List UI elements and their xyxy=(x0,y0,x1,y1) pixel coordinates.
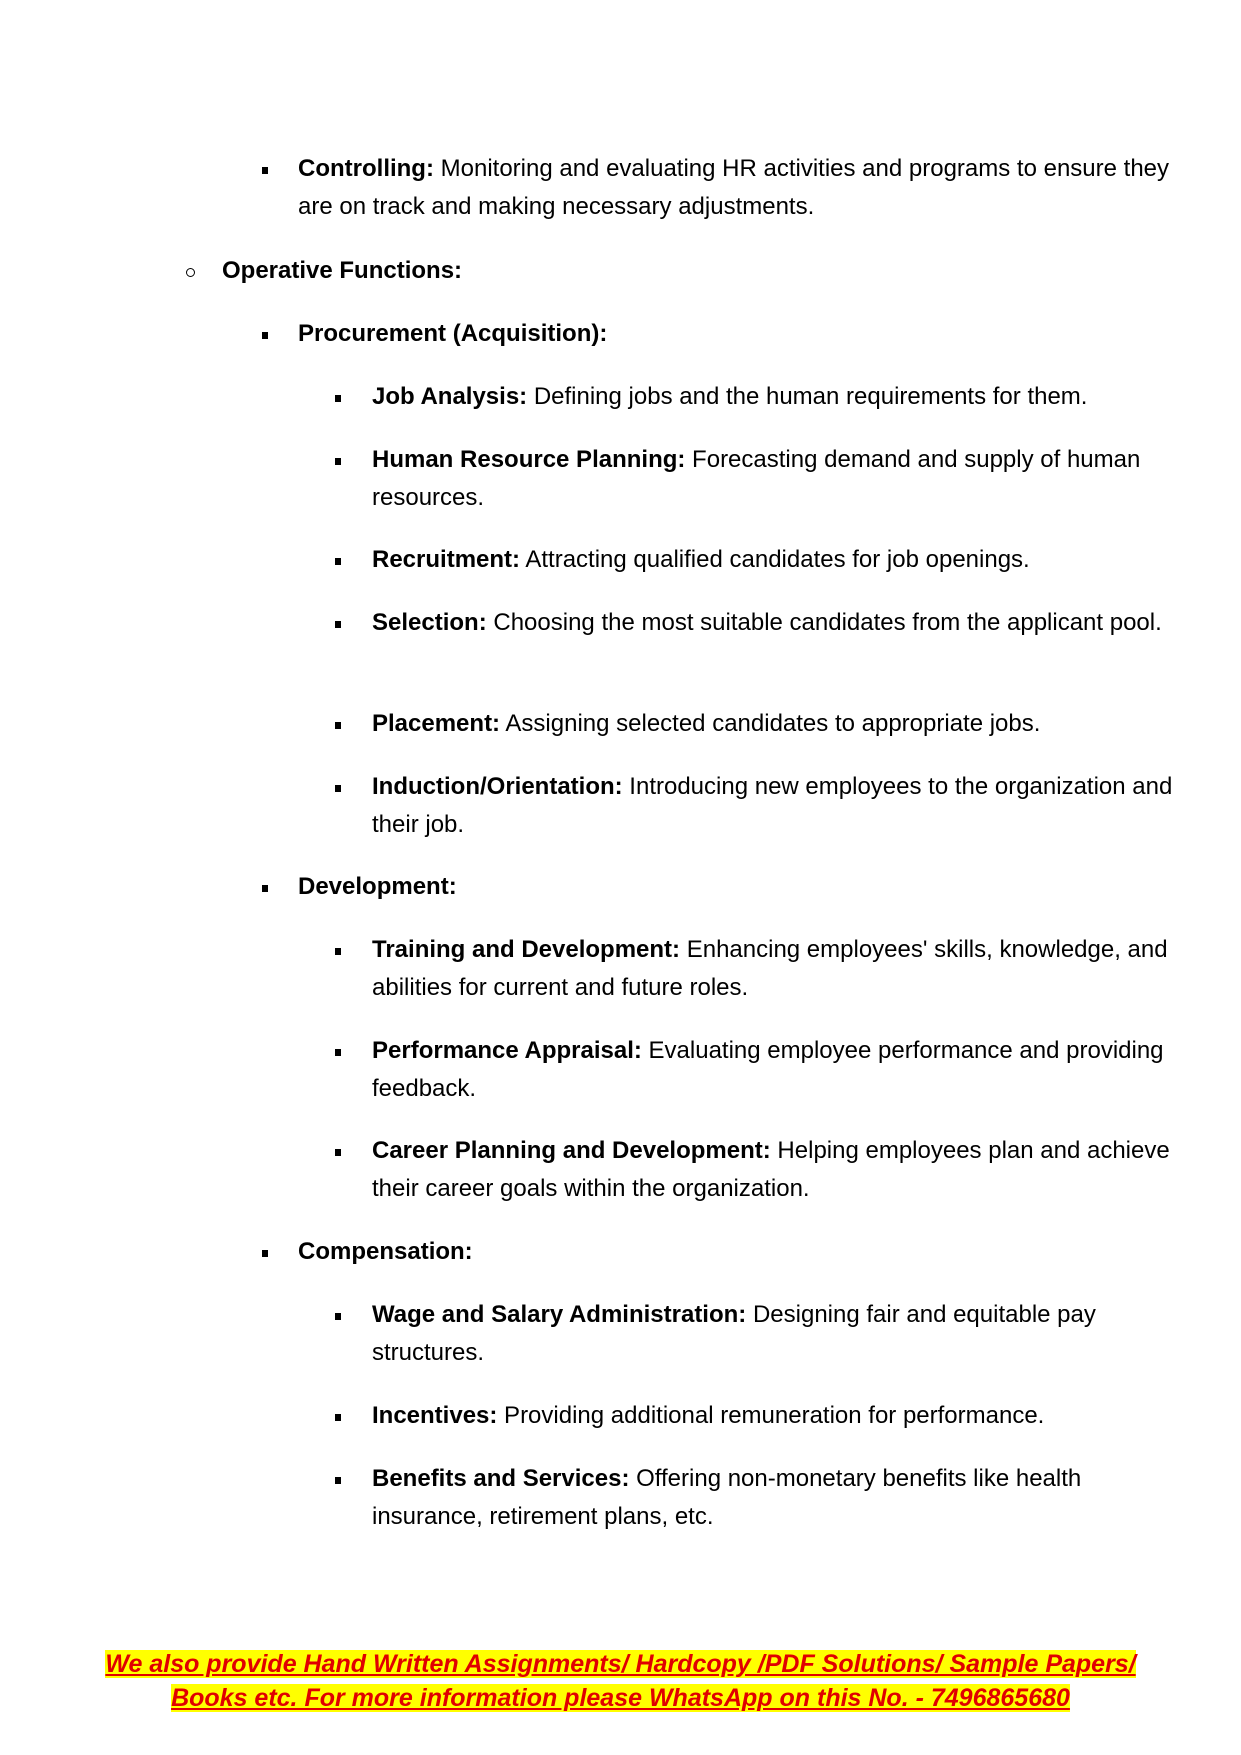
item-text: Defining jobs and the human requirements for them. xyxy=(527,383,1088,410)
list-item-development xyxy=(298,868,1178,906)
item-term: Incentives: xyxy=(372,1402,498,1429)
list-item-compensation xyxy=(298,1233,1178,1271)
list-item-job-analysis xyxy=(372,378,1192,416)
footer-line-1: We also provide Hand Written Assignments/ Hardcopy /PDF Solutions/ Sample Papers/ xyxy=(105,1650,1136,1678)
item-text: Introducing new employees to the organization and their job. xyxy=(372,773,1173,838)
item-text: Providing additional remuneration for performance. xyxy=(497,1402,1045,1429)
square-bullet-icon xyxy=(262,315,268,353)
item-term: Induction/Orientation: xyxy=(372,773,623,800)
square-bullet-icon xyxy=(335,1132,341,1170)
item-term: Compensation: xyxy=(298,1238,473,1265)
section-heading-operative-functions xyxy=(222,252,1122,290)
list-item-placement xyxy=(372,705,1192,743)
square-bullet-icon xyxy=(335,1397,341,1435)
square-bullet-icon xyxy=(335,1296,341,1334)
square-bullet-icon xyxy=(262,1233,268,1271)
item-term: Controlling: xyxy=(298,155,434,182)
footer-notice xyxy=(60,1647,1181,1715)
item-term: Career Planning and Development: xyxy=(372,1137,771,1164)
square-bullet-icon xyxy=(335,1032,341,1070)
list-item-performance-appraisal xyxy=(372,1032,1192,1108)
square-bullet-icon xyxy=(335,705,341,743)
square-bullet-icon xyxy=(335,441,341,479)
list-item-incentives xyxy=(372,1397,1192,1435)
item-term: Selection: xyxy=(372,609,487,636)
item-text: Offering non-monetary benefits like health insurance, retirement plans, etc. xyxy=(372,1465,1082,1530)
list-item-procurement xyxy=(298,315,1178,353)
item-text: Assigning selected candidates to appropriate jobs. xyxy=(500,710,1041,737)
item-term: Performance Appraisal: xyxy=(372,1037,642,1064)
item-term: Wage and Salary Administration: xyxy=(372,1301,747,1328)
square-bullet-icon xyxy=(262,868,268,906)
item-term: Development: xyxy=(298,873,457,900)
square-bullet-icon xyxy=(335,378,341,416)
item-text: Attracting qualified candidates for job openings. xyxy=(520,546,1030,573)
item-text: Evaluating employee performance and providing feedback. xyxy=(372,1037,1164,1102)
item-term: Benefits and Services: xyxy=(372,1465,630,1492)
item-term: Procurement (Acquisition): xyxy=(298,320,608,347)
item-term: Training and Development: xyxy=(372,936,681,963)
square-bullet-icon xyxy=(335,604,341,642)
item-term: Job Analysis: xyxy=(372,383,528,410)
item-term: Placement: xyxy=(372,710,501,737)
item-text: Choosing the most suitable candidates from the applicant pool. xyxy=(486,609,1162,636)
item-text: Enhancing employees' skills, knowledge, and abilities for current and future roles. xyxy=(372,936,1168,1001)
circle-bullet-icon xyxy=(186,252,195,290)
list-item-induction xyxy=(372,768,1192,844)
item-text: Helping employees plan and achieve their career goals within the organization. xyxy=(372,1137,1170,1202)
item-term: Recruitment: xyxy=(372,546,521,573)
footer-line-2: Books etc. For more information please WhatsApp on this No. - 7496865680 xyxy=(171,1684,1070,1712)
list-item-wage-salary xyxy=(372,1296,1192,1372)
list-item-recruitment xyxy=(372,541,1192,579)
square-bullet-icon xyxy=(335,541,341,579)
item-text: Monitoring and evaluating HR activities and programs to ensure they are on track and making necessary adjustments. xyxy=(298,155,1170,220)
square-bullet-icon xyxy=(335,931,341,969)
item-text: Designing fair and equitable pay structures. xyxy=(372,1301,1096,1366)
list-item-controlling xyxy=(298,150,1178,226)
list-item-career-planning xyxy=(372,1132,1192,1208)
item-text: Forecasting demand and supply of human resources. xyxy=(372,446,1141,511)
item-term: Human Resource Planning: xyxy=(372,446,686,473)
square-bullet-icon xyxy=(335,768,341,806)
item-term: Operative Functions: xyxy=(222,257,463,284)
square-bullet-icon xyxy=(335,1460,341,1498)
list-item-selection xyxy=(372,604,1192,642)
list-item-hr-planning xyxy=(372,441,1192,517)
square-bullet-icon xyxy=(262,150,268,188)
list-item-training xyxy=(372,931,1192,1007)
list-item-benefits xyxy=(372,1460,1192,1536)
